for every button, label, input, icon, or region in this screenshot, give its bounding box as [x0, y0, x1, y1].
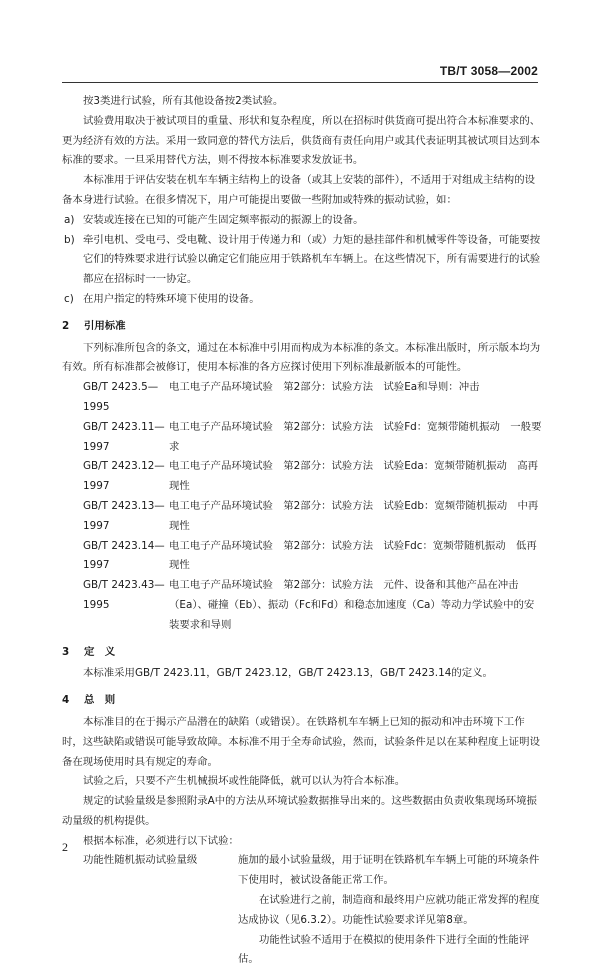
section-heading-4: [62, 691, 542, 711]
reference-title: 电工电子产品环境试验 第2部分：试验方法 元件、设备和其他产品在冲击（Ea）、碰撞（Eb）、振动（Fc和Fd）和稳态加速度（Ca）等动力学试验中的安装要求和导则: [169, 579, 535, 631]
reference-title: 电工电子产品环境试验 第2部分：试验方法 试验Edb：宽频带随机振动 中再现性: [169, 499, 539, 532]
header-rule: [62, 82, 538, 83]
section-2-intro: 下列标准所包含的条文，通过在本标准中引用而构成为本标准的条文。本标准出版时，所示版本均为有效。所有标准都会被修订，使用本标准的各方应探讨使用下列标准最新版本的可能性。: [62, 341, 541, 374]
page-number: 2: [62, 840, 68, 854]
section-title: 定 义: [84, 645, 116, 658]
list-item-a: [62, 211, 542, 231]
reference-code: GB/T 2423.12—1997: [83, 460, 165, 493]
functional-test-label: 功能性随机振动试验量级: [83, 854, 198, 867]
reference-title: 电工电子产品环境试验 第2部分：试验方法 试验Fd：宽频带随机振动 一般要求: [169, 420, 542, 453]
list-text: 牵引电机、受电弓、受电靴、设计用于传递力和（或）力矩的悬挂部件和机械零件等设备，可能要按它们的特殊要求进行试验以确定它们能应用于铁路机车车辆上。在这些情况下，所有需要进行的试验都应在招标时一一协定。: [83, 233, 541, 286]
section-title: 总 则: [84, 694, 116, 707]
section-4-purpose: 本标准目的在于揭示产品潜在的缺陷（或错误）。在铁路机车车辆上已知的振动和冲击环境下工作时，这些缺陷或错误可能导致故障。本标准不用于全寿命试验，然而，试验条件足以在某种程度上证明设备在现场使用时具有规定的寿命。: [62, 715, 540, 768]
list-text: 安装或连接在已知的可能产生固定频率振动的振源上的设备。: [83, 213, 364, 226]
paragraph-test-cost: 试验费用取决于被试项目的重量、形状和复杂程度，所以在招标时供货商可提出符合本标准要求的、更为经济有效的方法。采用一致同意的替代方法后，供货商有责任向用户或其代表证明其被试项目达到本标准的要求。一旦采用替代方法，则不得按本标准要求发放证书。: [62, 114, 541, 167]
functional-test-limitation: 功能性试验不适用于在模拟的使用条件下进行全面的性能评估。: [238, 933, 530, 966]
section-number: 2: [62, 319, 70, 332]
section-title: 引用标准: [84, 319, 126, 332]
section-3-text: 本标准采用GB/T 2423.11，GB/T 2423.12，GB/T 2423.13，GB/T 2423.14的定义。: [83, 667, 493, 680]
functional-test-text: 施加的最小试验量级，用于证明在铁路机车车辆上可能的环境条件下使用时，被试设备能正常工作。: [238, 854, 540, 887]
reference-code: GB/T 2423.11—1997: [83, 420, 165, 453]
list-item-c: [62, 290, 542, 310]
reference-item: [62, 537, 542, 577]
document-body: [62, 92, 542, 970]
functional-test-agreement: 在试验进行之前，制造商和最终用户应就功能正常发挥的程度达成协议（见6.3.2）。功能性试验要求详见第8章。: [238, 894, 540, 926]
list-marker: c): [64, 292, 74, 305]
section-4-levels: 规定的试验量级是参照附录A中的方法从环境试验数据推导出来的。这些数据由负责收集现场环境振动量级的机构提供。: [62, 795, 537, 827]
reference-code: GB/T 2423.14—1997: [83, 539, 165, 572]
document-code-header: TB/T 3058—2002: [439, 64, 538, 78]
section-4-acceptance: 试验之后，只要不产生机械损坏或性能降低，就可以认为符合本标准。: [83, 775, 406, 788]
reference-title: 电工电子产品环境试验 第2部分：试验方法 试验Eda：宽频带随机振动 高再现性: [169, 460, 539, 493]
section-heading-3: [62, 643, 542, 663]
reference-item: [62, 576, 542, 635]
list-marker: a): [64, 213, 75, 226]
paragraph-class-note: 按3类进行试验，所有其他设备按2类试验。: [83, 95, 284, 107]
list-marker: b): [64, 233, 75, 246]
functional-test-item: [62, 851, 542, 891]
paragraph-scope: 本标准用于评估安装在机车车辆主结构上的设备（或其上安装的部件），不适用于对组成主结构的设备本身进行试验。在很多情况下，用户可能提出要做一些附加或特殊的振动试验，如：: [62, 174, 535, 206]
section-4-required-tests: 根据本标准，必须进行以下试验：: [83, 834, 239, 847]
section-number: 4: [62, 694, 70, 707]
reference-title: 电工电子产品环境试验 第2部分：试验方法 试验Ea和导则：冲击: [169, 381, 480, 394]
reference-code: GB/T 2423.43—1995: [83, 579, 165, 611]
reference-item: [62, 457, 542, 497]
list-text: 在用户指定的特殊环境下使用的设备。: [83, 292, 260, 305]
list-item-b: [62, 231, 542, 290]
reference-item: [62, 378, 542, 418]
reference-title: 电工电子产品环境试验 第2部分：试验方法 试验Fdc：宽频带随机振动 低再现性: [169, 539, 537, 572]
reference-code: GB/T 2423.13—1997: [83, 499, 165, 532]
reference-item: [62, 497, 542, 537]
reference-item: [62, 418, 542, 458]
reference-code: GB/T 2423.5—1995: [83, 381, 159, 413]
section-number: 3: [62, 645, 70, 658]
section-heading-2: [62, 317, 542, 337]
